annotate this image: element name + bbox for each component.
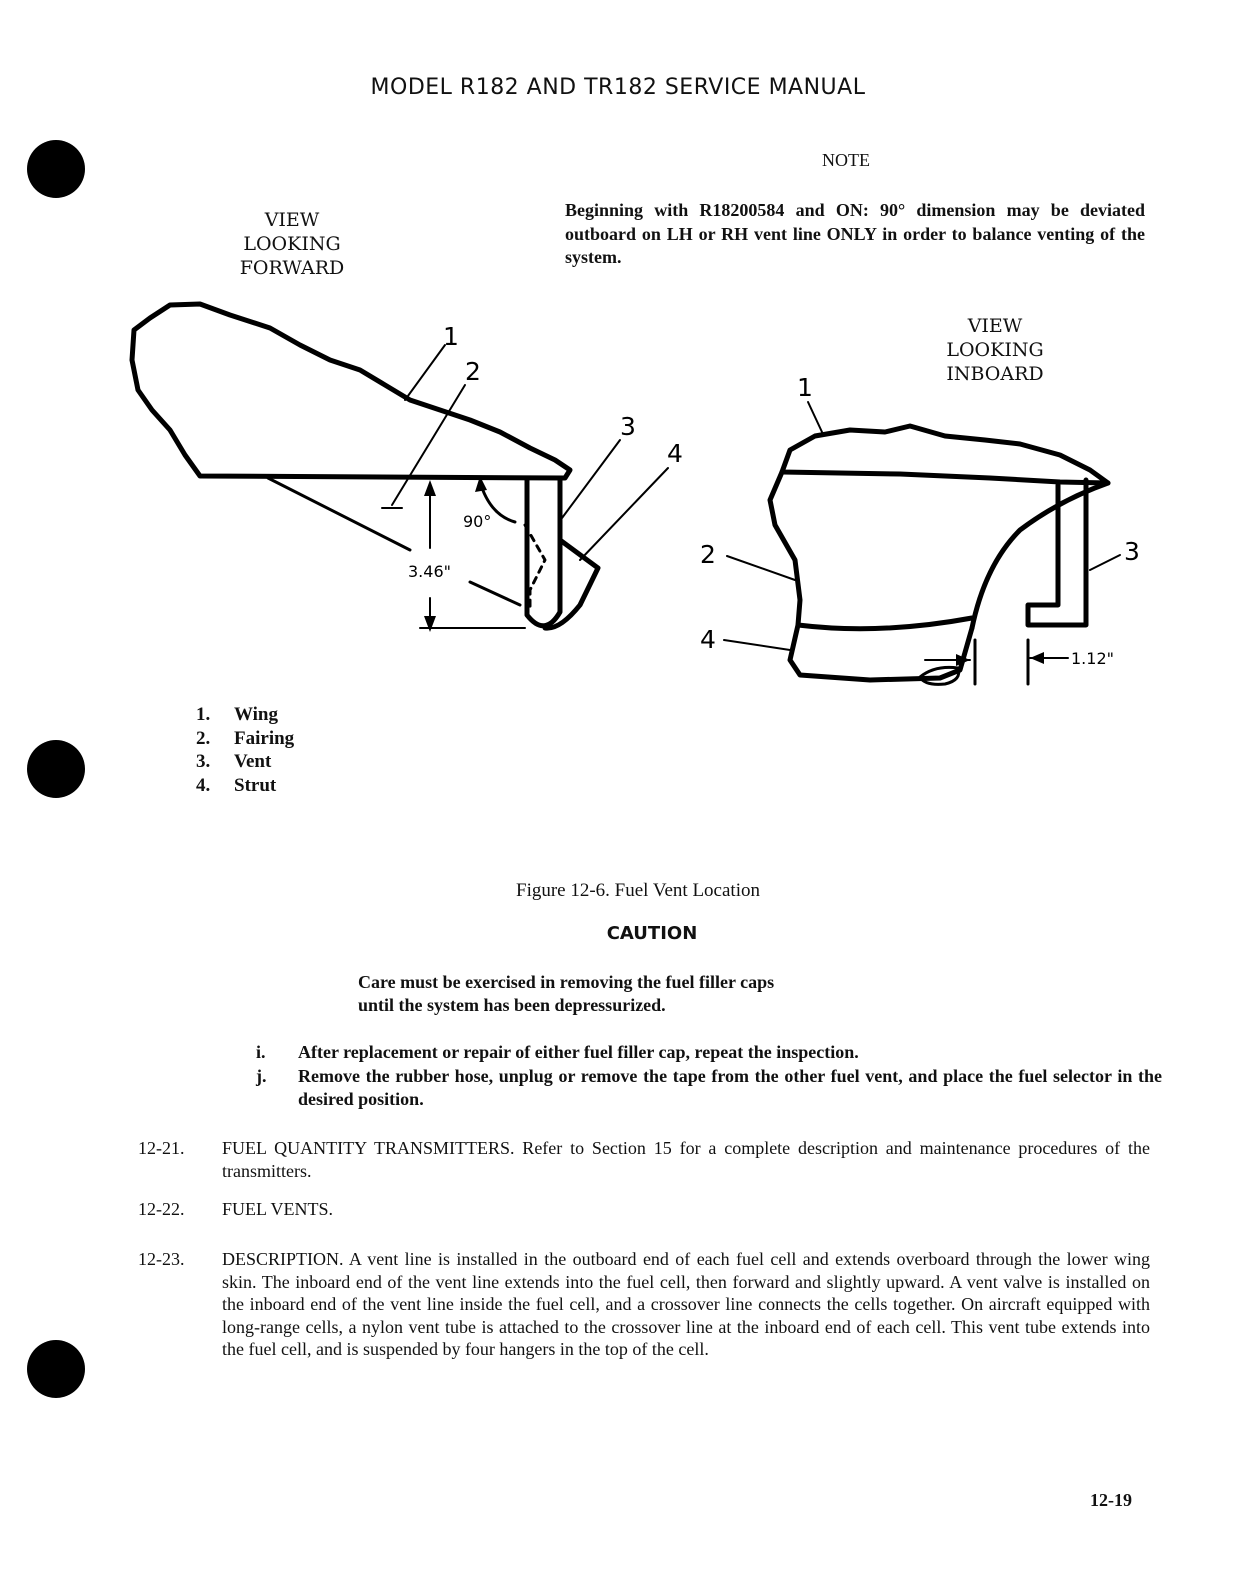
left-strut <box>545 540 598 628</box>
figure-caption: Figure 12-6. Fuel Vent Location <box>516 880 760 901</box>
step-item <box>256 1065 1162 1112</box>
step-text: After replacement or repair of either fuel filler cap, repeat the inspection. <box>298 1042 859 1062</box>
fuel-vent-figure <box>0 0 1236 720</box>
right-view-label-line3: INBOARD <box>946 363 1044 385</box>
left-vent-tube <box>527 478 560 626</box>
legend-label: Strut <box>234 774 277 796</box>
legend-num: 2. <box>196 727 211 749</box>
procedure-steps <box>256 1041 1162 1112</box>
right-callout-1: 1 <box>797 373 813 402</box>
legend-num: 3. <box>196 751 211 772</box>
paragraph-text: FUEL QUANTITY TRANSMITTERS. Refer to Section 15 for a complete description and maintenance procedures of the transmitters. <box>222 1138 1150 1181</box>
left-callout-4: 4 <box>667 439 683 468</box>
caution-line-2: until the system has been depressurized. <box>358 995 666 1015</box>
binder-hole-middle <box>27 740 85 798</box>
paragraph-text: DESCRIPTION. A vent line is installed in the outboard end of each fuel cell and extends overboard through the lower wing skin. The inboard end of the vent line extends into the fuel cell, then forward and slightly upward. A vent valve is installed on the inboard end of the vent line inside the fuel cell, and a crossover line connects the cells together. On aircraft equipped with long-range cells, a nylon vent tube is attached to the crossover line at the inboard end of each cell. This vent tube extends into the fuel cell, and is suspended by four hangers in the top of the cell. <box>222 1249 1150 1359</box>
legend-item <box>196 750 294 774</box>
right-callout-2: 2 <box>700 540 716 569</box>
left-view-label-line3: FORWARD <box>239 257 345 279</box>
left-leader-4 <box>580 468 668 560</box>
legend-item <box>196 727 294 751</box>
right-callout-4: 4 <box>700 625 716 654</box>
step-text: Remove the rubber hose, unplug or remove the tape from the other fuel vent, and place the fuel selector in the desired position. <box>298 1065 1162 1109</box>
legend-label: Wing <box>234 704 279 725</box>
legend-label: Vent <box>234 751 272 772</box>
right-fairing <box>770 472 972 680</box>
legend-label: Fairing <box>234 727 295 749</box>
dim-offset-label: 1.12" <box>1071 649 1114 668</box>
paragraph-12-22 <box>138 1198 1150 1221</box>
page-number: 12-19 <box>1090 1490 1132 1510</box>
legend-num: 4. <box>196 774 211 796</box>
left-callout-1: 1 <box>443 322 459 351</box>
paragraph-12-21 <box>138 1137 1150 1182</box>
step-letter: i. <box>256 1042 266 1062</box>
step-letter: j. <box>256 1065 267 1086</box>
step-item <box>256 1041 1162 1065</box>
left-view-label-line1: VIEW <box>264 209 320 231</box>
paragraph-12-23 <box>138 1248 1150 1361</box>
paragraph-number: 12-22. <box>138 1199 185 1219</box>
left-view-label-line2: LOOKING <box>243 233 341 255</box>
right-wing-top <box>782 426 1108 483</box>
caution-line-1: Care must be exercised in removing the fuel filler caps <box>358 972 775 992</box>
figure-legend <box>196 703 294 797</box>
paragraph-number: 12-21. <box>138 1138 185 1158</box>
binder-hole-bottom <box>27 1340 85 1398</box>
dim-angle-label: 90° <box>463 512 492 531</box>
paragraph-text: FUEL VENTS. <box>222 1199 334 1219</box>
legend-item <box>196 703 294 727</box>
left-callout-3: 3 <box>620 412 636 441</box>
right-view-label-line2: LOOKING <box>946 339 1044 361</box>
right-vent-tube <box>1028 480 1086 625</box>
dim-height-label: 3.46" <box>408 562 451 581</box>
caution-title: CAUTION <box>606 923 698 944</box>
left-callout-2: 2 <box>465 357 481 386</box>
paragraph-number: 12-23. <box>138 1249 185 1269</box>
caution-text <box>358 971 958 1017</box>
note-text: Beginning with R18200584 and ON: 90° dimension may be deviated outboard on LH or RH vent line ONLY in order to balance venting of the system. <box>565 200 1145 267</box>
left-wing-outline <box>132 304 570 478</box>
right-callout-3: 3 <box>1124 537 1140 566</box>
left-leader-3 <box>562 440 620 518</box>
left-leader-1 <box>405 345 445 400</box>
note-title: NOTE <box>822 150 870 170</box>
right-view-label-line1: VIEW <box>967 315 1023 337</box>
legend-num: 1. <box>196 704 211 725</box>
page-header: MODEL R182 AND TR182 SERVICE MANUAL <box>370 75 866 100</box>
legend-item <box>196 774 294 798</box>
